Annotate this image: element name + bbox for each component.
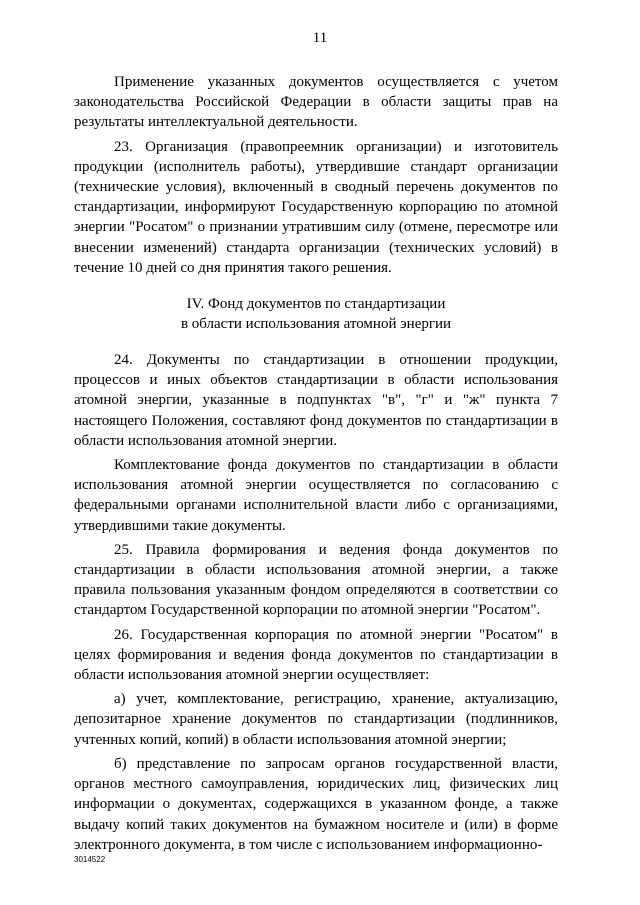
section-heading-line-1: IV. Фонд документов по стандартизации xyxy=(186,296,446,313)
paragraph-26-b: б) представление по запросам органов государственной власти, органов местного самоуправления, юридических лиц, физических лиц информации о документах, содержащихся в указанном фонде, а также выдачу копий таких документов на бумажном носителе и (или) в форме электронного документа, в том числе с использованием информационно- xyxy=(74,755,558,853)
document-code: 3014522 xyxy=(74,855,106,864)
paragraph-25: 25. Правила формирования и ведения фонда документов по стандартизации в области использования атомной энергии, а также правила пользования указанным фондом определяются в соответствии со стандартом Государственной корпорации по атомной энергии "Росатом". xyxy=(74,541,558,619)
document-body xyxy=(74,72,558,855)
paragraph-23: 23. Организация (правопреемник организации) и изготовитель продукции (исполнитель работы), утвердившие стандарт организации (технические условия), включенный в сводный перечень документов по стандартизации, информируют Государственную корпорацию по атомной энергии "Росатом" о признании утратившим силу (отмене, пересмотре или внесении изменений) стандарта организации (технических условий) в течение 10 дней со дня принятия такого решения. xyxy=(74,138,558,276)
paragraph-application: Применение указанных документов осуществляется с учетом законодательства Российской Федерации в области защиты прав на результаты интеллектуальной деятельности. xyxy=(74,74,558,131)
paragraph-acquisition: Комплектование фонда документов по стандартизации в области использования атомной энергии осуществляется по согласованию с федеральными органами исполнительной власти либо с организациями, утвердившими такие документы. xyxy=(74,457,558,534)
paragraph-26: 26. Государственная корпорация по атомной энергии "Росатом" в целях формирования и ведения фонда документов по стандартизации в области использования атомной энергии осуществляет: xyxy=(74,626,558,684)
paragraph-26-a: а) учет, комплектование, регистрацию, хранение, актуализацию, депозитарное хранение документов по стандартизации (подлинников, учтенных копий, копий) в области использования атомной энергии; xyxy=(74,691,558,748)
paragraph-24: 24. Документы по стандартизации в отношении продукции, процессов и иных объектов стандартизации в области использования атомной энергии, указанные в подпунктах "в", "г" и "ж" пункта 7 настоящего Положения, составляют фонд документов по стандартизации в области использования атомной энергии. xyxy=(74,352,558,449)
page-number: 11 xyxy=(312,30,328,46)
section-heading-line-2: в области использования атомной энергии xyxy=(180,316,452,333)
section-heading xyxy=(74,294,558,334)
